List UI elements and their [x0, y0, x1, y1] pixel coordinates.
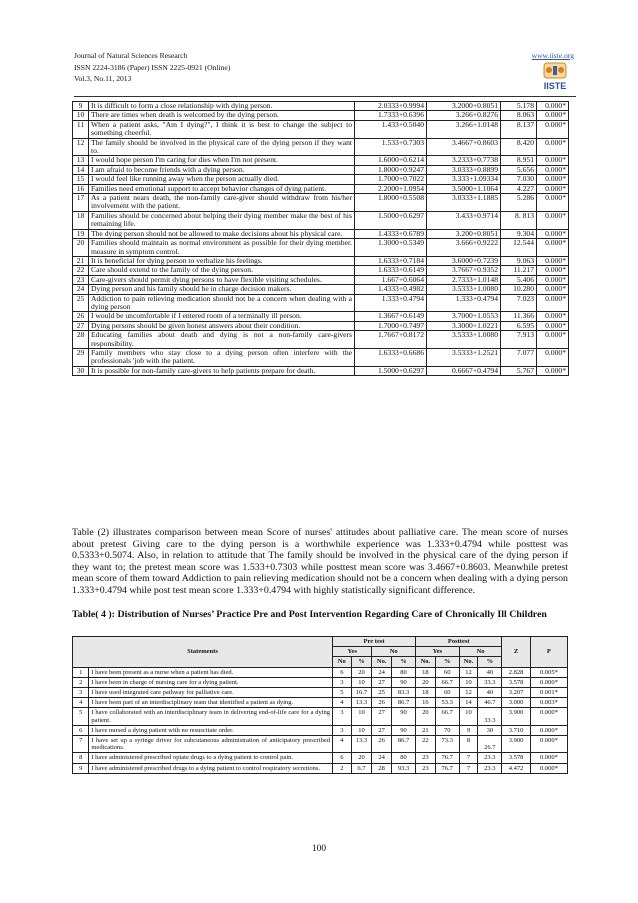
- posttest-mean-cell: 3.433+0.9714: [427, 211, 501, 229]
- statement-cell: Care should extend to the family of the dying person.: [89, 266, 355, 275]
- pre-yes-pct-cell: 6.7: [351, 763, 372, 773]
- item-number-cell: 25: [73, 294, 89, 312]
- pre-no-no-cell: 27: [372, 725, 392, 735]
- discussion-paragraph: Table (2) illustrates comparison between mean Score of nurses' attitudes about palliative care. The mean score of nurses about pretest Giving care to the dying person is a worthwhile experience was 1.333+0.4794 while posttest was 0.5333+0.5074. Also, in relation to attitude that The family should be involved in the physical care of the dying person if they want to; the pretest mean score was 1.533+0.7303 while posttest mean score was 3.4667+0.8603. Meanwhile pretest mean score of them toward Addiction to pain relieving medication should not be a concern when dealing with a dying person 1.333+0.4794 while post test mean score 1.333+0.4794 with highly statistically significant difference.: [72, 527, 568, 596]
- table-row: [73, 175, 569, 184]
- pretest-mean-cell: 1.533+0.7303: [355, 138, 427, 156]
- t-value-cell: 7.913: [501, 331, 537, 349]
- pretest-mean-cell: 1.6333+0.6149: [355, 266, 427, 275]
- statement-cell: I have nursed a dying patient with no resuscitate order.: [89, 725, 333, 735]
- p-value-cell: 0.000*: [537, 194, 569, 212]
- pretest-mean-cell: 1.7667+0.8172: [355, 331, 427, 349]
- pre-no-pct-cell: 93.3: [392, 763, 416, 773]
- p-value-cell: 0.001*: [530, 688, 567, 698]
- item-number-cell: 6: [73, 725, 89, 735]
- pre-yes-no-cell: 2: [333, 763, 352, 773]
- z-value-cell: 3.710: [502, 725, 530, 735]
- posttest-mean-cell: 3.266+0.8276: [427, 111, 501, 120]
- statement-cell: Educating families about death and dying is not a non-family care-givers responsibility.: [89, 331, 355, 349]
- pre-yes-pct-cell: 20: [351, 667, 372, 677]
- pre-yes-no-cell: 4: [333, 736, 352, 753]
- p-value-cell: 0.000*: [530, 708, 567, 725]
- posttest-header: Posttest: [416, 637, 502, 647]
- statement-cell: I am afraid to become friends with a dying person.: [89, 165, 355, 174]
- pretest-mean-cell: 1.6333+0.7184: [355, 256, 427, 265]
- post-no-no-cell: 8: [459, 736, 478, 753]
- p-value-cell: 0.000*: [530, 763, 567, 773]
- pretest-mean-cell: 1.8000+0.5508: [355, 194, 427, 212]
- pre-yes-pct-cell: 16.7: [351, 688, 372, 698]
- pre-no-pct-cell: 90: [392, 677, 416, 687]
- iiste-logo: [538, 62, 572, 92]
- statement-cell: Families should maintain as normal environment as possible for their dying member. measure in symptom control.: [89, 239, 355, 257]
- t-value-cell: 5.406: [501, 275, 537, 284]
- table-row: [73, 266, 569, 275]
- t-value-cell: 7.077: [501, 348, 537, 366]
- pre-yes-no-cell: 6: [333, 753, 352, 763]
- item-number-cell: 15: [73, 175, 89, 184]
- pre-yes-no-cell: 4: [333, 698, 352, 708]
- t-value-cell: 4.227: [501, 184, 537, 193]
- table-row: [73, 156, 569, 165]
- t-value-cell: 5.286: [501, 194, 537, 212]
- post-no-pct-cell: 33.3: [478, 708, 502, 725]
- pretest-mean-cell: 1.4333+0.6789: [355, 229, 427, 238]
- table-row: [73, 194, 569, 212]
- post-no-pct-cell: 40: [478, 667, 502, 677]
- t-value-cell: 8.951: [501, 156, 537, 165]
- pretest-header: Pre test: [333, 637, 416, 647]
- pre-yes-pct-cell: 20: [351, 753, 372, 763]
- statement-cell: When a patient asks, "Am I dying?", I think it is best to change the subject to something cheerful.: [89, 120, 355, 138]
- item-number-cell: 29: [73, 348, 89, 366]
- z-value-cell: 3.578: [502, 753, 530, 763]
- post-no-no-header: No.: [459, 657, 478, 667]
- p-value-cell: 0.000*: [537, 348, 569, 366]
- post-yes-no-cell: 18: [416, 688, 436, 698]
- item-number-cell: 9: [73, 763, 89, 773]
- t-value-cell: 9.304: [501, 229, 537, 238]
- item-number-cell: 24: [73, 285, 89, 294]
- z-value-cell: 2.828: [502, 667, 530, 677]
- pre-no-no-cell: 27: [372, 677, 392, 687]
- statement-cell: I have used integrated care pathway for palliative care.: [89, 688, 333, 698]
- z-value-cell: 3.207: [502, 688, 530, 698]
- volume-line: Vol.3, No.11, 2013: [74, 74, 132, 83]
- posttest-mean-cell: 3.7667+0.9352: [427, 266, 501, 275]
- item-number-cell: 8: [73, 753, 89, 763]
- p-value-cell: 0.000*: [537, 331, 569, 349]
- post-yes-pct-cell: 66.7: [435, 708, 459, 725]
- statement-cell: I would hope person I'm caring for dies when I'm not present.: [89, 156, 355, 165]
- post-no-header: No: [459, 647, 502, 657]
- statement-cell: I have administered prescribed drugs to a dying patient to control respiratory secretions.: [89, 763, 333, 773]
- p-value-cell: 0.000*: [537, 175, 569, 184]
- item-number-cell: 9: [73, 102, 89, 111]
- pre-no-pct-cell: 86.7: [392, 698, 416, 708]
- statement-cell: I have administered prescribed opiate drugs to a dying patient to control pain.: [89, 753, 333, 763]
- pre-no-no-cell: 28: [372, 763, 392, 773]
- pretest-mean-cell: 1.5000+0.6297: [355, 211, 427, 229]
- posttest-mean-cell: 3.4667+0.8603: [427, 138, 501, 156]
- p-value-cell: 0.000*: [537, 239, 569, 257]
- statement-cell: As a patient nears death, the non-family care-giver should withdraw from his/her involvement with the patient.: [89, 194, 355, 212]
- t-value-cell: 8.063: [501, 111, 537, 120]
- item-number-cell: 30: [73, 366, 89, 375]
- pre-yes-pct-cell: 10: [351, 725, 372, 735]
- p-value-cell: 0.000*: [537, 229, 569, 238]
- pre-no-no-cell: 26: [372, 736, 392, 753]
- post-yes-pct-cell: 66.7: [435, 677, 459, 687]
- post-yes-pct-cell: 53.3: [435, 698, 459, 708]
- statement-cell: Addiction to pain relieving medication should not be a concern when dealing with a dying person: [89, 294, 355, 312]
- z-value-cell: 3.578: [502, 677, 530, 687]
- z-value-cell: 4.472: [502, 763, 530, 773]
- pre-no-no-cell: 24: [372, 753, 392, 763]
- statement-cell: The dying person should not be allowed to make decisions about his physical care.: [89, 229, 355, 238]
- posttest-mean-cell: 3.5333+1.0080: [427, 331, 501, 349]
- post-yes-pct-cell: 70: [435, 725, 459, 735]
- table-row: [73, 294, 569, 312]
- p-value-cell: 0.000*: [537, 312, 569, 321]
- pre-yes-no-cell: 3: [333, 708, 352, 725]
- table-row: [73, 763, 568, 773]
- pretest-mean-cell: 1.6000+0.6214: [355, 156, 427, 165]
- posttest-mean-cell: 3.666+0.9222: [427, 239, 501, 257]
- item-number-cell: 16: [73, 184, 89, 193]
- post-yes-pct-cell: 73.3: [435, 736, 459, 753]
- table-row: [73, 111, 569, 120]
- item-number-cell: 10: [73, 111, 89, 120]
- t-value-cell: 8. 813: [501, 211, 537, 229]
- table-row: [73, 708, 568, 725]
- table-row: [73, 688, 568, 698]
- item-number-cell: 14: [73, 165, 89, 174]
- p-value-cell: 0.000*: [530, 677, 567, 687]
- table4-caption: Table( 4 ): Distribution of Nurses’ Practice Pre and Post Intervention Regarding Care of Chronically Ill Children: [72, 609, 547, 620]
- p-value-cell: 0.000*: [537, 266, 569, 275]
- statement-cell: I have been part of an interdisciplinary team that identified a patient as dying.: [89, 698, 333, 708]
- post-yes-no-cell: 23: [416, 753, 436, 763]
- posttest-mean-cell: 2.7333+1.0148: [427, 275, 501, 284]
- pre-no-no-cell: 24: [372, 667, 392, 677]
- table-row: [73, 736, 568, 753]
- posttest-mean-cell: 3.5333+1.2521: [427, 348, 501, 366]
- pre-yes-pct-cell: 13.3: [351, 698, 372, 708]
- p-value-cell: 0.000*: [537, 102, 569, 111]
- post-yes-header: Yes: [416, 647, 460, 657]
- posttest-mean-cell: 3.2000+0.8051: [427, 102, 501, 111]
- item-number-cell: 1: [73, 667, 89, 677]
- post-no-no-cell: 7: [459, 753, 478, 763]
- table-row: [73, 753, 568, 763]
- item-number-cell: 3: [73, 688, 89, 698]
- table-row: [73, 120, 569, 138]
- t-value-cell: 6.595: [501, 321, 537, 330]
- table-row: [73, 312, 569, 321]
- post-yes-no-cell: 23: [416, 763, 436, 773]
- item-number-cell: 21: [73, 256, 89, 265]
- issn-line: ISSN 2224-3186 (Paper) ISSN 2225-0921 (Online): [74, 62, 231, 72]
- post-yes-no-cell: 18: [416, 667, 436, 677]
- svg-text:IISTE: IISTE: [543, 81, 567, 91]
- pretest-mean-cell: 1.667+0.6064: [355, 275, 427, 284]
- posttest-mean-cell: 0.6667+0.4794: [427, 366, 501, 375]
- post-yes-no-cell: 21: [416, 725, 436, 735]
- statement-cell: Families should be concerned about helping their dying member make the best of his remaining life.: [89, 211, 355, 229]
- item-number-cell: 2: [73, 677, 89, 687]
- pre-no-no-header: No.: [372, 657, 392, 667]
- item-number-cell: 18: [73, 211, 89, 229]
- item-number-cell: 20: [73, 239, 89, 257]
- post-yes-no-cell: 20: [416, 708, 436, 725]
- header-rule: [74, 96, 576, 97]
- item-number-cell: 19: [73, 229, 89, 238]
- pretest-mean-cell: 1.3000+0.5349: [355, 239, 427, 257]
- table-row: [73, 331, 569, 349]
- item-number-cell: 27: [73, 321, 89, 330]
- pre-no-no-cell: 25: [372, 688, 392, 698]
- post-no-pct-cell: 40: [478, 688, 502, 698]
- post-no-pct-cell: 23.3: [478, 753, 502, 763]
- statements-header: Statements: [73, 637, 333, 668]
- p-value-cell: 0.000*: [537, 256, 569, 265]
- p-value-cell: 0.000*: [537, 211, 569, 229]
- p-value-cell: 0.000*: [537, 294, 569, 312]
- item-number-cell: 7: [73, 736, 89, 753]
- pre-yes-pct-cell: 10: [351, 677, 372, 687]
- z-value-cell: 3.900: [502, 736, 530, 753]
- p-value-cell: 0.000*: [537, 275, 569, 284]
- pretest-mean-cell: 1.433+0.5040: [355, 120, 427, 138]
- p-value-cell: 0.005*: [530, 667, 567, 677]
- posttest-mean-cell: 3.3000+1.0221: [427, 321, 501, 330]
- posttest-mean-cell: 3.0333+0.8899: [427, 165, 501, 174]
- posttest-mean-cell: 3.200+0.8051: [427, 229, 501, 238]
- pre-no-pct-cell: 86.7: [392, 736, 416, 753]
- p-value-cell: 0.000*: [537, 138, 569, 156]
- statement-cell: I have collaborated with an interdisciplinary team in delivering end-of-life care for a dying patient.: [89, 708, 333, 725]
- table-row: [73, 348, 569, 366]
- p-value-cell: 0.000*: [537, 120, 569, 138]
- statement-cell: It is beneficial for dying person to verbalize his feelings.: [89, 256, 355, 265]
- pretest-mean-cell: 1.4333+0.4982: [355, 285, 427, 294]
- table-row: [73, 211, 569, 229]
- statement-cell: It is possible for non-family care-givers to help patients prepare for death.: [89, 366, 355, 375]
- p-value-cell: 0.000*: [537, 321, 569, 330]
- post-no-no-cell: 14: [459, 698, 478, 708]
- pre-yes-pct-cell: 13.3: [351, 736, 372, 753]
- p-value-cell: 0.000*: [537, 111, 569, 120]
- post-yes-pct-cell: 60: [435, 667, 459, 677]
- pre-yes-no-cell: 6: [333, 667, 352, 677]
- pretest-mean-cell: 1.7333+0.6396: [355, 111, 427, 120]
- pretest-mean-cell: 2.2000+1.0954: [355, 184, 427, 193]
- item-number-cell: 4: [73, 698, 89, 708]
- p-value-cell: 0.000*: [537, 156, 569, 165]
- practice-distribution-table: [72, 636, 568, 774]
- post-no-no-cell: 10: [459, 677, 478, 687]
- post-no-pct-cell: 23.3: [478, 763, 502, 773]
- statement-cell: I have been in charge of nursing care for a dying patient.: [89, 677, 333, 687]
- post-no-no-cell: 7: [459, 763, 478, 773]
- item-number-cell: 5: [73, 708, 89, 725]
- pre-no-pct-cell: 90: [392, 708, 416, 725]
- posttest-mean-cell: 3.0333+1.1885: [427, 194, 501, 212]
- pre-yes-no-cell: 3: [333, 725, 352, 735]
- pretest-mean-cell: 1.8000+0.9247: [355, 165, 427, 174]
- table-row: [73, 239, 569, 257]
- posttest-mean-cell: 3.5333+1.0080: [427, 285, 501, 294]
- post-no-no-cell: 9: [459, 725, 478, 735]
- pre-yes-no-cell: 3: [333, 677, 352, 687]
- statement-cell: Dying person and his family should be in charge decision makers.: [89, 285, 355, 294]
- pretest-mean-cell: 1.7000+0.7022: [355, 175, 427, 184]
- t-value-cell: 10.280: [501, 285, 537, 294]
- post-no-no-cell: 10: [459, 708, 478, 725]
- item-number-cell: 17: [73, 194, 89, 212]
- statement-cell: I would feel like running away when the person actually died.: [89, 175, 355, 184]
- p-value-cell: 0.000*: [537, 184, 569, 193]
- pre-yes-header: Yes: [333, 647, 372, 657]
- pre-no-pct-header: %: [392, 657, 416, 667]
- post-yes-no-header: No.: [416, 657, 436, 667]
- posttest-mean-cell: 3.333+1.09334: [427, 175, 501, 184]
- p-value-cell: 0.000*: [537, 165, 569, 174]
- p-value-cell: 0.003*: [530, 698, 567, 708]
- pre-yes-no-header: No: [333, 657, 352, 667]
- post-no-no-cell: 12: [459, 667, 478, 677]
- attitude-comparison-table: [72, 101, 569, 376]
- journal-url-link[interactable]: www.iiste.org: [531, 51, 574, 60]
- post-yes-no-cell: 20: [416, 677, 436, 687]
- item-number-cell: 22: [73, 266, 89, 275]
- table-row: [73, 138, 569, 156]
- pre-no-pct-cell: 83.3: [392, 688, 416, 698]
- t-value-cell: 9.063: [501, 256, 537, 265]
- table-row: [73, 677, 568, 687]
- post-yes-no-cell: 16: [416, 698, 436, 708]
- statement-cell: I have set up a syringe driver for subcutaneous administration of anticipatory prescribed medications.: [89, 736, 333, 753]
- posttest-mean-cell: 3.6000+0.7239: [427, 256, 501, 265]
- pre-no-no-cell: 27: [372, 708, 392, 725]
- table-row: [73, 667, 568, 677]
- item-number-cell: 11: [73, 120, 89, 138]
- p-value-cell: 0.000*: [530, 725, 567, 735]
- post-yes-pct-header: %: [435, 657, 459, 667]
- pre-yes-pct-cell: 10: [351, 708, 372, 725]
- statement-cell: Care-givers should permit dying persons to have flexible visiting schedules.: [89, 275, 355, 284]
- post-no-pct-cell: 46.7: [478, 698, 502, 708]
- pretest-mean-cell: 1.7000+0.7497: [355, 321, 427, 330]
- pre-no-pct-cell: 80: [392, 753, 416, 763]
- pre-yes-pct-header: %: [351, 657, 372, 667]
- t-value-cell: 5.178: [501, 102, 537, 111]
- post-no-pct-cell: 30: [478, 725, 502, 735]
- pre-no-pct-cell: 90: [392, 725, 416, 735]
- posttest-mean-cell: 3.7000+1.0553: [427, 312, 501, 321]
- table-row: [73, 285, 569, 294]
- post-no-pct-cell: 33.3: [478, 677, 502, 687]
- pre-no-header: No: [372, 647, 416, 657]
- pretest-mean-cell: 1.3667+0.6149: [355, 312, 427, 321]
- z-value-cell: 3.900: [502, 708, 530, 725]
- post-no-pct-header: %: [478, 657, 502, 667]
- pre-no-no-cell: 26: [372, 698, 392, 708]
- p-value-cell: 0.000*: [537, 285, 569, 294]
- t-value-cell: 12.544: [501, 239, 537, 257]
- z-value-cell: 3.000: [502, 698, 530, 708]
- pretest-mean-cell: 1.333+0.4794: [355, 294, 427, 312]
- item-number-cell: 28: [73, 331, 89, 349]
- p-header: P: [530, 637, 567, 668]
- statement-cell: I would be uncomfortable if I entered room of a terminally ill person.: [89, 312, 355, 321]
- post-yes-pct-cell: 76.7: [435, 763, 459, 773]
- statement-cell: Family members who stay close to a dying person often interfere with the professionals 'job with the patient.: [89, 348, 355, 366]
- item-number-cell: 23: [73, 275, 89, 284]
- statement-cell: The family should be involved in the physical care of the dying person if they want to.: [89, 138, 355, 156]
- p-value-cell: 0.000*: [537, 366, 569, 375]
- posttest-mean-cell: 3.266+1.0148: [427, 120, 501, 138]
- post-no-pct-cell: 26.7: [478, 736, 502, 753]
- pretest-mean-cell: 1.5000+0.6297: [355, 366, 427, 375]
- item-number-cell: 12: [73, 138, 89, 156]
- pretest-mean-cell: 1.6333+0.6686: [355, 348, 427, 366]
- table-row: [73, 366, 569, 375]
- t-value-cell: 5.767: [501, 366, 537, 375]
- p-value-cell: 0.000*: [530, 736, 567, 753]
- t-value-cell: 8.137: [501, 120, 537, 138]
- pre-yes-no-cell: 5: [333, 688, 352, 698]
- posttest-mean-cell: 3.5000+1.1064: [427, 184, 501, 193]
- item-number-cell: 13: [73, 156, 89, 165]
- t-value-cell: 5.656: [501, 165, 537, 174]
- z-header: Z: [502, 637, 530, 668]
- post-no-no-cell: 12: [459, 688, 478, 698]
- page-number: 100: [311, 844, 327, 854]
- statement-cell: There are times when death is welcomed by the dying person.: [89, 111, 355, 120]
- statement-cell: Dying persons should be given honest answers about their condition.: [89, 321, 355, 330]
- table-row: [73, 725, 568, 735]
- t-value-cell: 7.023: [501, 294, 537, 312]
- post-yes-pct-cell: 60: [435, 688, 459, 698]
- post-yes-pct-cell: 76.7: [435, 753, 459, 763]
- pretest-mean-cell: 2.0333+0.9994: [355, 102, 427, 111]
- posttest-mean-cell: 3.2333+0.7738: [427, 156, 501, 165]
- post-yes-no-cell: 22: [416, 736, 436, 753]
- pre-no-pct-cell: 80: [392, 667, 416, 677]
- statement-cell: I have been present as a nurse when a patient has died.: [89, 667, 333, 677]
- p-value-cell: 0.000*: [530, 753, 567, 763]
- item-number-cell: 26: [73, 312, 89, 321]
- t-value-cell: 11.217: [501, 266, 537, 275]
- statement-cell: Families need emotional support to accept behavior changes of dying patient.: [89, 184, 355, 193]
- posttest-mean-cell: 1.333+0.4794: [427, 294, 501, 312]
- journal-name: Journal of Natural Sciences Research: [74, 51, 188, 60]
- t-value-cell: 11.366: [501, 312, 537, 321]
- t-value-cell: 7.030: [501, 175, 537, 184]
- statement-cell: It is difficult to form a close relationship with dying person.: [89, 102, 355, 111]
- t-value-cell: 8.420: [501, 138, 537, 156]
- table-row: [73, 698, 568, 708]
